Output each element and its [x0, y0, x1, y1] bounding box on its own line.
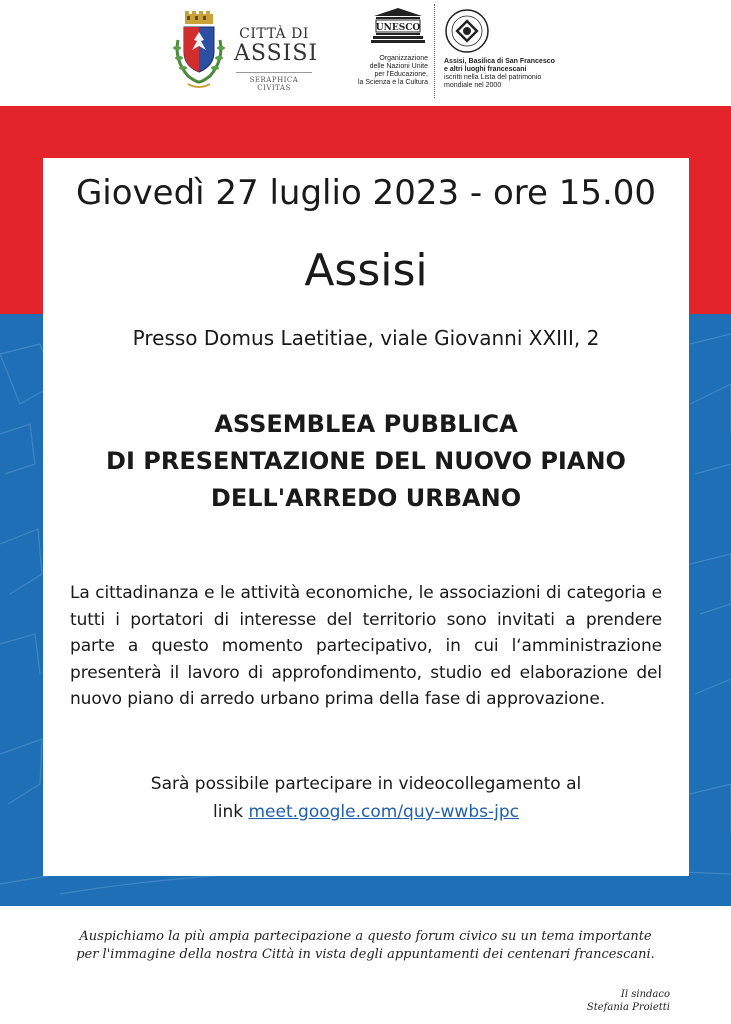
unesco-org-line: per l'Educazione, [374, 71, 428, 78]
event-description: La cittadinanza e le attività economiche, le associazioni di categoria e tutti i portatori di interesse del territorio sono invitati a prendere parte a questo momento partecipativo, in cui l‘amministrazione presenterà il lavoro di approfondimento, studio ed elaborazione del nuovo piano di arredo urbano prima della fase di approvazione. [70, 583, 662, 709]
city-motto: SERAPHICA CIVITAS [249, 76, 299, 92]
unesco-organization-text [336, 55, 428, 87]
video-info [43, 770, 689, 826]
event-place: Assisi [304, 245, 428, 296]
event-card [43, 158, 689, 876]
city-logo [234, 26, 319, 92]
unesco-org-line: la Scienza e la Cultura [357, 79, 428, 86]
video-info-link-line [43, 798, 689, 826]
footer-appeal [40, 928, 691, 964]
unesco-temple-icon [370, 6, 426, 50]
event-address: Presso Domus Laetitiae, viale Giovanni XXIII, 2 [132, 326, 600, 350]
world-heritage-text [444, 58, 574, 90]
signer-role: Il sindaco [620, 989, 670, 1000]
city-prefix: CITTÀ DI [239, 26, 309, 42]
whc-sub-line: mondiale nel 2000 [444, 82, 502, 89]
signer-name: Stefania Proietti [586, 1002, 670, 1013]
link-prefix: link [213, 802, 244, 822]
event-date-time: Giovedì 27 luglio 2023 - ore 15.00 [75, 173, 657, 213]
event-title-line: ASSEMBLEA PUBBLICA [214, 410, 518, 438]
world-heritage-emblem-icon [444, 8, 490, 54]
unesco-org-line: delle Nazioni Unite [369, 63, 428, 70]
meeting-link[interactable]: meet.google.com/quy-wwbs-jpc [248, 802, 519, 822]
city-divider [236, 72, 312, 73]
video-info-line: Sarà possibile partecipare in videocollegamento al [150, 774, 582, 794]
event-title-line: DELL'ARREDO URBANO [210, 484, 522, 512]
footer-appeal-line: Auspichiamo la più ampia partecipazione a questo forum civico su un tema importante [79, 929, 652, 944]
assisi-coat-of-arms-icon [168, 10, 230, 96]
header-separator [434, 4, 435, 98]
signature [520, 988, 670, 1014]
footer-appeal-line: per l'immagine della nostra Città in vista degli appuntamenti dei centenari francescani. [76, 947, 655, 962]
event-title [43, 406, 689, 517]
whc-title-line: e altri luoghi francescani [444, 66, 527, 73]
header [0, 0, 731, 106]
unesco-logo-text: UNESCO [375, 23, 421, 33]
whc-title-line: Assisi, Basilica di San Francesco [444, 58, 555, 65]
city-name: ASSISI [234, 41, 319, 66]
unesco-org-line: Organizzazione [379, 55, 428, 62]
whc-sub-line: iscritti nella Lista del patrimonio [444, 74, 542, 81]
event-title-line: DI PRESENTAZIONE DEL NUOVO PIANO [106, 447, 626, 475]
